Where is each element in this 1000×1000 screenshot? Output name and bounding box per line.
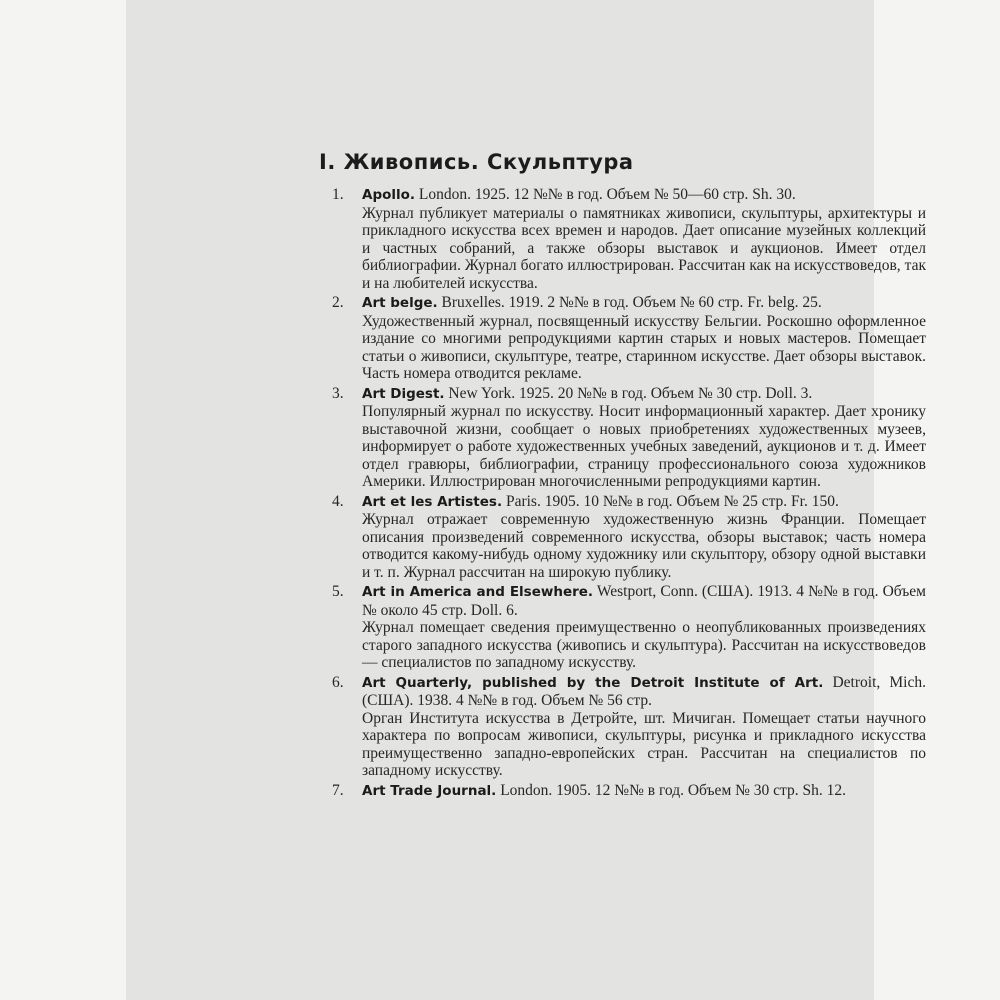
entry-number: 1. — [332, 186, 344, 203]
list-item — [326, 583, 926, 672]
entry-description: Журнал публикует материалы о памятниках живописи, скульптуры, архитектуры и прикладного искусства всех времен и народов. Дает описание музейных коллекций и частных собраний, а также обзоры выставок и аукционов. Имеет отдел библиографии. Журнал богато иллюстрирован. Рассчитан как на искусствоведов, так и на любителей искусства. — [362, 204, 926, 292]
entry-heading — [362, 674, 926, 710]
entry-number: 5. — [332, 583, 344, 600]
entry-heading — [362, 493, 926, 512]
entry-description: Журнал отражает современную художественную жизнь Франции. Помещает описания произведений современного искусства, обзоры выставок; часть номера отводится какому-нибудь одному художнику или скульптору, обзору одной выставки и т. п. Журнал рассчитан на широкую публику. — [362, 511, 926, 581]
list-item — [326, 674, 926, 780]
entry-details: London. 1925. 12 №№ в год. Объем № 50—60 стр. Sh. 30. — [418, 186, 796, 203]
entry-number: 7. — [332, 781, 344, 799]
entry-title: Art Quarterly, published by the Detroit Institute of Art. — [362, 674, 824, 691]
entry-number: 2. — [332, 294, 344, 311]
entry-heading — [362, 782, 926, 801]
list-item — [326, 385, 926, 491]
entry-details: Detroit, Mich. (США). 1938. 4 №№ в год. Объем № 56 стр. — [362, 673, 926, 709]
entry-title: Art in America and Elsewhere. — [362, 584, 594, 600]
entry-number: 4. — [332, 492, 344, 510]
entry-description: Художественный журнал, посвященный искусству Бельгии. Роскошно оформленное издание со многими репродукциями картин старых и новых мастеров. Помещает статьи о живописи, скульптуре, театре, старинном искусстве. Дает обзоры выставок. Часть номера отводится рекламе. — [362, 312, 926, 382]
entry-description: Журнал помещает сведения преимущественно о неопубликованных произведениях старого западного искусства (живопись и скульптура). Рассчитан на искусствоведов — специалистов по западному искусству. — [362, 619, 926, 671]
entry-heading — [362, 186, 926, 205]
entry-title: Art belge. — [362, 295, 438, 311]
entry-title: Art Trade Journal. — [362, 782, 497, 799]
entry-description: Орган Института искусства в Детройте, шт. Мичиган. Помещает статьи научного характера по вопросам живописи, скульптуры, рисунка и прикладного искусства преимущественно западно-европейских стран. Рассчитан на специалистов по западному искусству. — [362, 709, 926, 779]
list-item — [326, 493, 926, 582]
list-item — [326, 186, 926, 292]
entry-details: Westport, Conn. (США). 1913. 4 №№ в год. Объем № около 45 стр. Doll. 6. — [362, 583, 926, 619]
entry-number: 6. — [332, 673, 344, 691]
entry-heading — [362, 385, 926, 404]
entry-details: Bruxelles. 1919. 2 №№ в год. Объем № 60 стр. Fr. belg. 25. — [441, 294, 822, 311]
entry-title: Art Digest. — [362, 385, 445, 402]
entry-details: Paris. 1905. 10 №№ в год. Объем № 25 стр. Fr. 150. — [505, 492, 839, 510]
periodical-list — [326, 186, 926, 802]
entry-heading — [362, 294, 926, 313]
list-item — [326, 782, 926, 801]
section-heading: I. Живопись. Скульптура — [319, 150, 634, 174]
document-page — [126, 0, 926, 1000]
entry-heading — [362, 583, 926, 619]
entry-number: 3. — [332, 384, 344, 402]
entry-details: New York. 1925. 20 №№ в год. Объем № 30 стр. Doll. 3. — [448, 384, 813, 402]
entry-details: London. 1905. 12 №№ в год. Объем № 30 стр. Sh. 12. — [500, 781, 847, 799]
list-item — [326, 294, 926, 383]
entry-description: Популярный журнал по искусству. Носит информационный характер. Дает хронику выставочной жизни, сообщает о новых приобретениях художественных музеев, информирует о работе художественных учебных заведений, аукционов и т. д. Имеет отдел гравюры, библиографии, страницу профессионального союза художников Америки. Иллюстрирован многочисленными репродукциями картин. — [362, 403, 926, 490]
entry-title: Apollo. — [362, 187, 416, 203]
entry-title: Art et les Artistes. — [362, 493, 503, 510]
